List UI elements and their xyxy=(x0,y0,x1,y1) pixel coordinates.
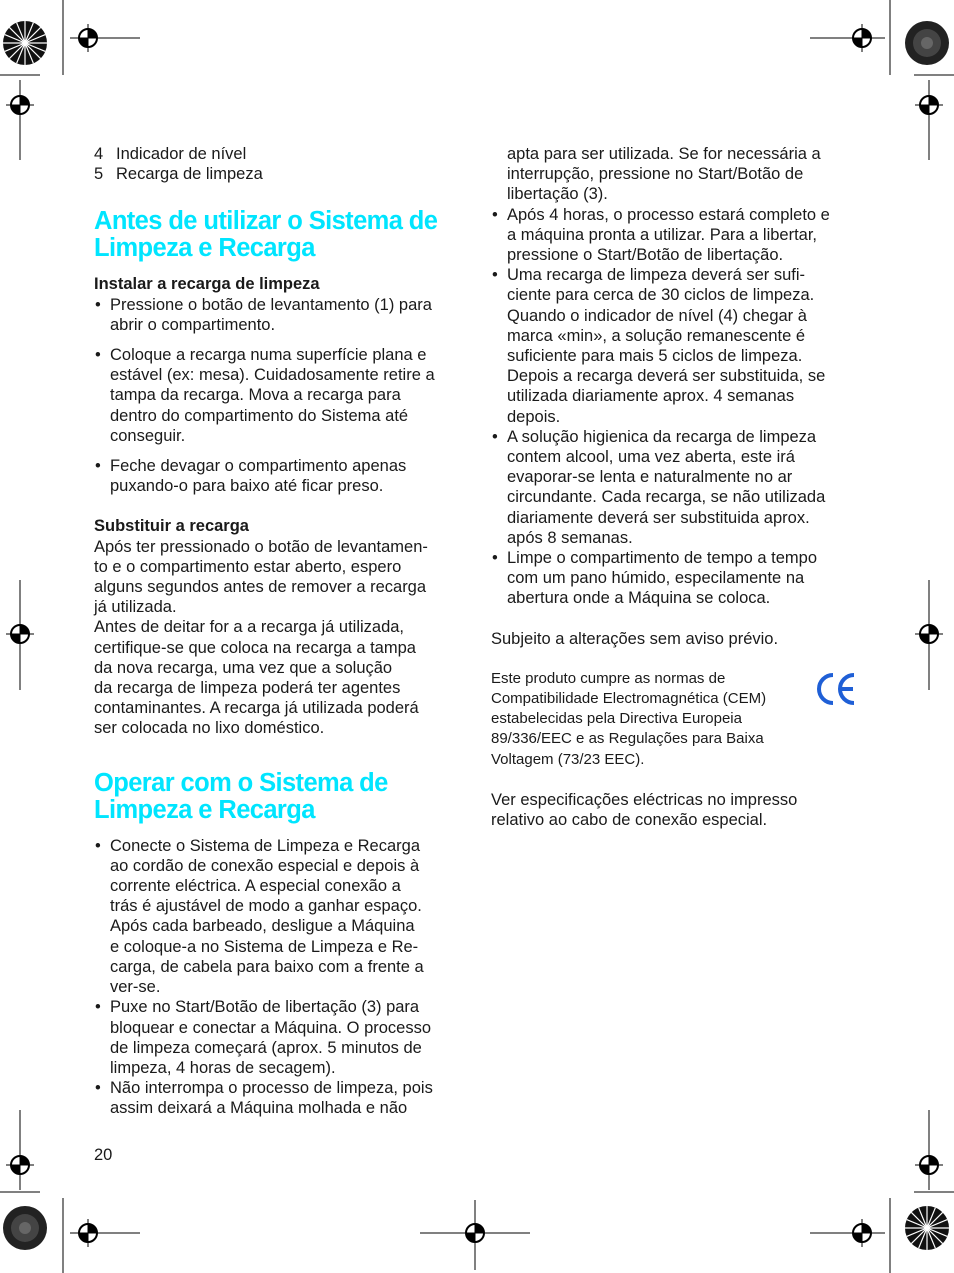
text-line: pressione o Start/Botão de libertação. xyxy=(507,246,784,265)
text-line: de limpeza começará (aprox. 5 minutos de xyxy=(110,1038,422,1057)
text-line: da recarga de limpeza poderá ter agentes xyxy=(94,679,401,698)
text-line: • Feche devagar o compartimento apenas xyxy=(110,457,407,476)
text-line: • Conecte o Sistema de Limpeza e Recarga xyxy=(110,836,421,855)
text-line: • Não interrompa o processo de limpeza, pois xyxy=(110,1079,433,1098)
text-line: depois. xyxy=(507,407,561,426)
text-line: Após ter pressionado o botão de levantamen- xyxy=(94,537,428,556)
text-line: diariamente deverá ser substituida aprox. xyxy=(507,508,810,527)
text-line: libertação (3). xyxy=(507,185,608,204)
crosshair-icon xyxy=(79,1219,97,1247)
text-line: trás é ajustável de modo a ganhar espaço. xyxy=(110,897,422,916)
replace-subheading: Substituir a recarga xyxy=(94,517,249,536)
text-line: abrir o compartimento. xyxy=(110,315,276,334)
change-notice: Subjeito a alterações sem aviso prévio. xyxy=(491,629,779,648)
heading-line: Limpeza e Recarga xyxy=(94,795,315,824)
text-line: alguns segundos antes de remover a recarga xyxy=(94,578,427,597)
text-line: Quando o indicador de nível (4) chegar à xyxy=(507,306,807,325)
text-line: suficiente para mais 5 ciclos de limpeza. xyxy=(507,347,803,366)
text-line: estabelecidas pela Directiva Europeia xyxy=(491,710,742,728)
text-line: apta para ser utilizada. Se for necessária a xyxy=(507,145,821,163)
heading-line: Limpeza e Recarga xyxy=(94,234,315,263)
text-line: ciente para cerca de 30 ciclos de limpeza. xyxy=(507,286,815,305)
crosshair-icon xyxy=(848,24,876,52)
text-line: e coloque-a no Sistema de Limpeza e Re- xyxy=(110,937,419,956)
text-line: • Uma recarga de limpeza deverá ser sufi- xyxy=(507,266,806,285)
crosshair-icon xyxy=(466,1224,484,1242)
text-line: Voltagem (73/23 EEC). xyxy=(491,750,645,768)
text-line: • Coloque a recarga numa superfície plana e xyxy=(110,346,427,365)
starburst-target-icon xyxy=(2,1205,48,1251)
heading-line: Antes de utilizar o Sistema de xyxy=(94,207,438,236)
text-line: puxando-o para baixo até ficar preso. xyxy=(110,477,384,496)
text-line: interrupção, pressione no Start/Botão de xyxy=(507,165,804,184)
crosshair-icon xyxy=(915,625,943,643)
text-line: já utilizada. xyxy=(94,598,177,617)
crosshair-icon xyxy=(915,1156,943,1174)
text-line: estável (ex: mesa). Cuidadosamente retire a xyxy=(110,366,435,385)
text-line: circundante. Cada recarga, se não utilizada xyxy=(507,488,826,507)
text-line: após 8 semanas. xyxy=(507,528,633,547)
text-line: Antes de deitar for a a recarga já utilizada, xyxy=(94,618,405,637)
text-line: 89/336/EEC e as Regulações para Baixa xyxy=(491,730,764,748)
crosshair-icon xyxy=(915,96,943,114)
legend-number: 5 xyxy=(94,165,104,184)
page-number: 20 xyxy=(94,1146,113,1164)
text-line: a máquina pronta a utilizar. Para a libertar, xyxy=(507,225,818,244)
legend-text: Recarga de limpeza xyxy=(116,165,263,184)
text-line: certifique-se que coloca na recarga a tampa xyxy=(94,638,416,657)
text-line: to e o compartimento estar aberto, espero xyxy=(94,557,402,576)
starburst-target-icon xyxy=(904,1205,950,1251)
crosshair-icon xyxy=(74,24,102,52)
text-line: dentro do compartimento do Sistema até xyxy=(110,406,409,425)
text-line: conseguir. xyxy=(110,426,186,445)
text-line: • Limpe o compartimento de tempo a tempo xyxy=(507,549,817,568)
legend-number: 4 xyxy=(94,145,104,163)
text-line: • Pressione o botão de levantamento (1) para xyxy=(110,295,432,314)
text-line: utilizada diariamente aprox. 4 semanas xyxy=(507,387,795,406)
text-line: tampa da recarga. Mova a recarga para xyxy=(110,386,401,405)
text-line: abertura onde a Máquina se coloca. xyxy=(507,589,771,608)
text-line: assim deixará a Máquina molhada e não xyxy=(110,1099,408,1118)
text-line: da nova recarga, uma vez que a solução xyxy=(94,658,393,677)
text-line: evaporar-se lenta e naturalmente no ar xyxy=(507,468,793,487)
text-line: ser colocada no lixo doméstico. xyxy=(94,719,325,738)
text-line: ver-se. xyxy=(110,978,161,997)
text-line: Ver especificações eléctricas no impresso xyxy=(491,790,798,809)
install-subheading: Instalar a recarga de limpeza xyxy=(94,275,320,294)
text-line: • A solução higienica da recarga de limpeza xyxy=(507,427,817,446)
text-line: contaminantes. A recarga já utilizada poderá xyxy=(94,699,419,718)
text-line: Compatibilidade Electromagnética (CEM) xyxy=(491,690,767,708)
heading-line: Operar com o Sistema de xyxy=(94,768,388,797)
text-line: Este produto cumpre as normas de xyxy=(491,669,726,687)
text-line: marca «min», a solução remanescente é xyxy=(507,326,806,345)
crosshair-icon xyxy=(6,625,34,643)
starburst-target-icon xyxy=(2,20,48,66)
text-line: bloquear e conectar a Máquina. O processo xyxy=(110,1018,432,1037)
text-line: corrente eléctrica. A especial conexão a xyxy=(110,877,401,896)
text-line: relativo ao cabo de conexão especial. xyxy=(491,811,768,830)
text-line: limpeza, 4 horas de secagem). xyxy=(110,1058,336,1077)
crosshair-icon xyxy=(6,96,34,114)
text-line: • Após 4 horas, o processo estará completo e xyxy=(507,205,830,224)
legend-text: Indicador de nível xyxy=(116,145,247,163)
text-line: Depois a recarga deverá ser substituida, se xyxy=(507,367,826,386)
text-line: com um pano húmido, especilamente na xyxy=(507,569,805,588)
text-line: • Puxe no Start/Botão de libertação (3) para xyxy=(110,998,420,1017)
starburst-target-icon xyxy=(904,20,950,66)
text-line: carga, de cabela para baixo com a frente a xyxy=(110,957,424,976)
text-line: Após cada barbeado, desligue a Máquina xyxy=(110,917,415,936)
crosshair-icon xyxy=(853,1219,871,1247)
text-line: contem alcool, uma vez aberta, este irá xyxy=(507,448,795,467)
crosshair-icon xyxy=(6,1156,34,1174)
text-line: ao cordão de conexão especial e depois à xyxy=(110,856,420,875)
